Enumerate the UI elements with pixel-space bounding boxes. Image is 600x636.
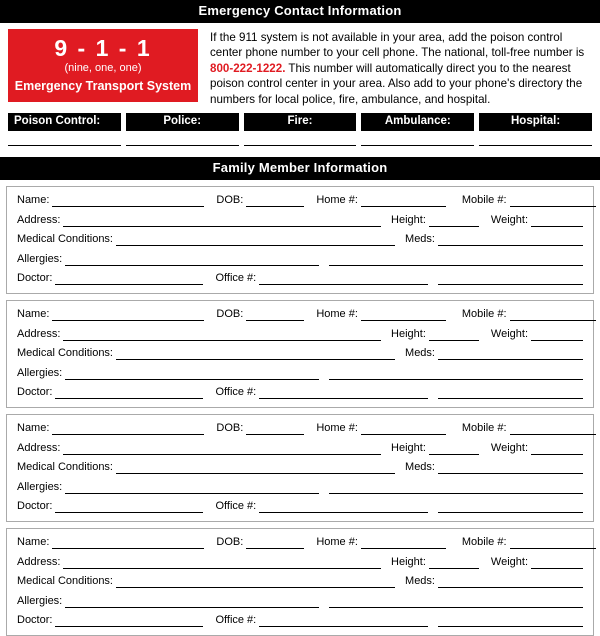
field-mobile-number[interactable]	[510, 194, 596, 207]
label-mobile-number: Mobile #:	[461, 422, 507, 435]
field-dob[interactable]	[246, 194, 304, 207]
field-name[interactable]	[52, 194, 204, 207]
field-weight[interactable]	[531, 556, 583, 569]
label-address: Address:	[17, 441, 61, 454]
field-office-number-continued[interactable]	[438, 272, 583, 285]
family-member-card	[6, 528, 594, 636]
field-weight[interactable]	[531, 214, 583, 227]
field-allergies[interactable]	[65, 367, 319, 380]
label-address: Address:	[17, 555, 61, 568]
label-dob: DOB:	[216, 308, 244, 321]
label-weight: Weight:	[490, 213, 528, 226]
field-address[interactable]	[63, 328, 381, 341]
member-row-medical	[17, 575, 583, 588]
member-row-address	[17, 214, 583, 227]
field-doctor[interactable]	[55, 614, 203, 627]
member-row-doctor	[17, 614, 583, 627]
label-allergies: Allergies:	[17, 594, 63, 607]
field-name[interactable]	[52, 422, 204, 435]
field-height[interactable]	[429, 556, 479, 569]
label-meds: Meds:	[405, 461, 435, 474]
field-doctor[interactable]	[55, 272, 203, 285]
member-row-doctor	[17, 272, 583, 285]
contact-value-hospital[interactable]	[479, 145, 592, 146]
badge-transport-system: Emergency Transport System	[14, 79, 192, 93]
label-office-number: Office #:	[215, 272, 257, 285]
label-name: Name:	[17, 422, 50, 435]
instructions-part-two: This number will automatically direct you to the nearest poison control center in your area. Also add to your phone's directory the numbers for local police, fire, ambulance, and hospital.	[210, 61, 583, 106]
badge-911-number: 9 - 1 - 1	[54, 35, 152, 61]
contact-label-poison-control: Poison Control:	[8, 113, 121, 131]
field-dob[interactable]	[246, 308, 304, 321]
label-name: Name:	[17, 536, 50, 549]
contact-label-hospital: Hospital:	[479, 113, 592, 131]
label-allergies: Allergies:	[17, 480, 63, 493]
field-dob[interactable]	[246, 536, 304, 549]
field-office-number-continued[interactable]	[438, 386, 583, 399]
field-name[interactable]	[52, 536, 204, 549]
field-address[interactable]	[63, 442, 381, 455]
field-office-number[interactable]	[259, 272, 428, 285]
contact-label-ambulance: Ambulance:	[361, 113, 474, 131]
field-name[interactable]	[52, 308, 204, 321]
label-meds: Meds:	[405, 347, 435, 360]
family-member-card	[6, 414, 594, 522]
member-row-doctor	[17, 500, 583, 513]
family-member-header: Family Member Information	[0, 157, 600, 180]
label-doctor: Doctor:	[17, 386, 53, 399]
member-row-doctor	[17, 386, 583, 399]
label-mobile-number: Mobile #:	[461, 536, 507, 549]
contact-value-ambulance[interactable]	[361, 145, 474, 146]
family-member-cards	[0, 186, 600, 636]
label-weight: Weight:	[490, 555, 528, 568]
label-dob: DOB:	[216, 194, 244, 207]
field-allergies-continued[interactable]	[329, 253, 583, 266]
field-home-number[interactable]	[361, 308, 446, 321]
label-doctor: Doctor:	[17, 500, 53, 513]
member-row-allergies	[17, 595, 583, 608]
family-member-card	[6, 300, 594, 408]
member-row-identity	[17, 422, 583, 435]
field-home-number[interactable]	[361, 536, 446, 549]
label-home-number: Home #:	[316, 308, 358, 321]
label-medical-conditions: Medical Conditions:	[17, 461, 113, 474]
poison-control-phone: 800-222-1222.	[210, 61, 286, 75]
member-row-address	[17, 442, 583, 455]
member-row-allergies	[17, 253, 583, 266]
member-row-address	[17, 556, 583, 569]
member-row-identity	[17, 194, 583, 207]
field-allergies[interactable]	[65, 481, 319, 494]
contact-value-poison-control[interactable]	[8, 145, 121, 146]
contact-value-fire[interactable]	[244, 145, 357, 146]
label-home-number: Home #:	[316, 422, 358, 435]
field-office-number[interactable]	[259, 386, 428, 399]
label-home-number: Home #:	[316, 536, 358, 549]
emergency-911-badge	[8, 29, 198, 102]
field-allergies[interactable]	[65, 253, 319, 266]
label-dob: DOB:	[216, 536, 244, 549]
member-row-identity	[17, 536, 583, 549]
label-weight: Weight:	[490, 441, 528, 454]
label-address: Address:	[17, 327, 61, 340]
label-mobile-number: Mobile #:	[461, 194, 507, 207]
instructions-part-one: If the 911 system is not available in your area, add the poison control center phone number to your cell phone. The national, toll-free number is	[210, 31, 585, 60]
field-mobile-number[interactable]	[510, 536, 596, 549]
field-meds[interactable]	[438, 461, 583, 474]
field-allergies-continued[interactable]	[329, 367, 583, 380]
label-name: Name:	[17, 194, 50, 207]
field-address[interactable]	[63, 556, 381, 569]
label-dob: DOB:	[216, 422, 244, 435]
field-medical-conditions[interactable]	[116, 347, 395, 360]
label-medical-conditions: Medical Conditions:	[17, 233, 113, 246]
member-row-medical	[17, 233, 583, 246]
field-weight[interactable]	[531, 328, 583, 341]
field-doctor[interactable]	[55, 500, 203, 513]
field-office-number-continued[interactable]	[438, 500, 583, 513]
emergency-contact-labels-row	[0, 109, 600, 131]
field-doctor[interactable]	[55, 386, 203, 399]
label-height: Height:	[391, 213, 426, 226]
field-meds[interactable]	[438, 575, 583, 588]
label-medical-conditions: Medical Conditions:	[17, 347, 113, 360]
member-row-medical	[17, 461, 583, 474]
label-home-number: Home #:	[316, 194, 358, 207]
field-medical-conditions[interactable]	[116, 461, 395, 474]
emergency-contact-header: Emergency Contact Information	[0, 0, 600, 23]
label-meds: Meds:	[405, 233, 435, 246]
emergency-contact-block	[0, 23, 600, 109]
field-medical-conditions[interactable]	[116, 233, 395, 246]
field-allergies-continued[interactable]	[329, 481, 583, 494]
emergency-instructions-text	[210, 29, 592, 107]
label-doctor: Doctor:	[17, 614, 53, 627]
label-office-number: Office #:	[215, 614, 257, 627]
member-row-allergies	[17, 367, 583, 380]
label-doctor: Doctor:	[17, 272, 53, 285]
field-home-number[interactable]	[361, 194, 446, 207]
member-row-identity	[17, 308, 583, 321]
field-office-number-continued[interactable]	[438, 614, 583, 627]
field-height[interactable]	[429, 442, 479, 455]
field-mobile-number[interactable]	[510, 308, 596, 321]
contact-label-fire: Fire:	[244, 113, 357, 131]
field-dob[interactable]	[246, 422, 304, 435]
label-height: Height:	[391, 555, 426, 568]
field-weight[interactable]	[531, 442, 583, 455]
field-allergies-continued[interactable]	[329, 595, 583, 608]
field-office-number[interactable]	[259, 500, 428, 513]
label-allergies: Allergies:	[17, 252, 63, 265]
contact-value-police[interactable]	[126, 145, 239, 146]
label-allergies: Allergies:	[17, 366, 63, 379]
field-meds[interactable]	[438, 233, 583, 246]
label-office-number: Office #:	[215, 386, 257, 399]
field-medical-conditions[interactable]	[116, 575, 395, 588]
field-height[interactable]	[429, 328, 479, 341]
field-meds[interactable]	[438, 347, 583, 360]
field-office-number[interactable]	[259, 614, 428, 627]
field-mobile-number[interactable]	[510, 422, 596, 435]
field-home-number[interactable]	[361, 422, 446, 435]
label-weight: Weight:	[490, 327, 528, 340]
field-address[interactable]	[63, 214, 381, 227]
field-allergies[interactable]	[65, 595, 319, 608]
member-row-medical	[17, 347, 583, 360]
label-meds: Meds:	[405, 575, 435, 588]
badge-911-spelled: (nine, one, one)	[64, 62, 142, 74]
label-mobile-number: Mobile #:	[461, 308, 507, 321]
label-height: Height:	[391, 327, 426, 340]
member-row-allergies	[17, 481, 583, 494]
label-address: Address:	[17, 213, 61, 226]
member-row-address	[17, 328, 583, 341]
label-medical-conditions: Medical Conditions:	[17, 575, 113, 588]
field-height[interactable]	[429, 214, 479, 227]
label-name: Name:	[17, 308, 50, 321]
contact-label-police: Police:	[126, 113, 239, 131]
label-height: Height:	[391, 441, 426, 454]
emergency-contact-value-row	[0, 145, 600, 146]
label-office-number: Office #:	[215, 500, 257, 513]
family-member-card	[6, 186, 594, 294]
